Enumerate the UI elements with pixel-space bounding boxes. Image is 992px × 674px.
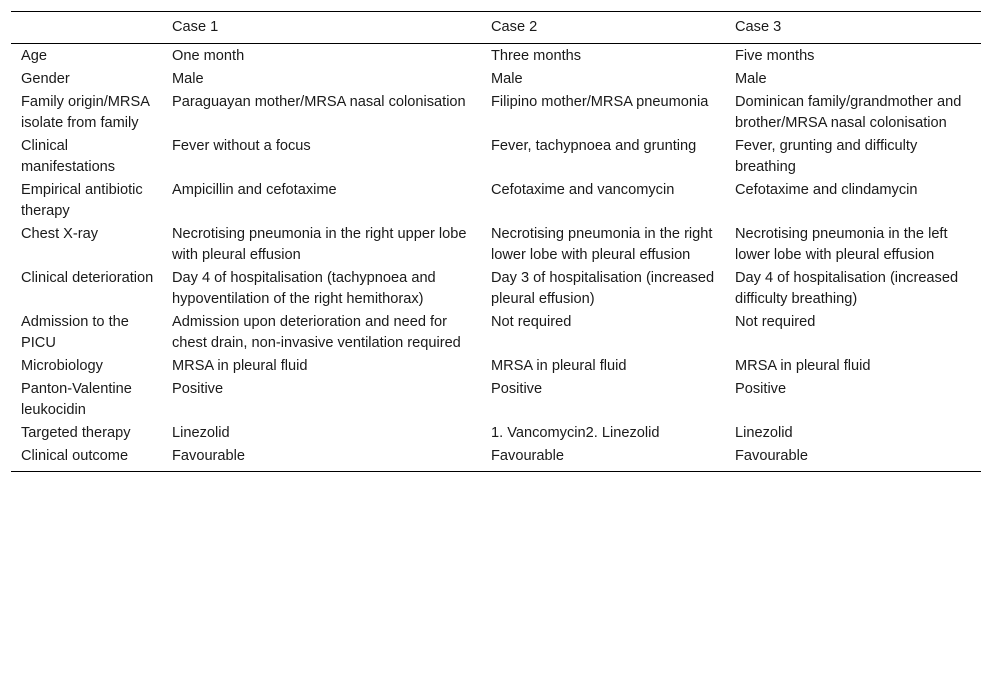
row-label: Family origin/MRSA isolate from family: [21, 94, 150, 131]
table-header: [11, 12, 981, 44]
header-cell-case-2: Case 2: [491, 19, 538, 35]
case-2-cell: MRSA in pleural fluid: [491, 358, 627, 374]
case-3-cell: Male: [735, 71, 767, 87]
row-label: Clinical manifestations: [21, 138, 116, 175]
case-3-cell: Favourable: [735, 448, 809, 464]
case-1-cell: Day 4 of hospitalisation (tachypnoea and hypoventilation of the right hemithorax): [172, 270, 436, 307]
case-2-cell: 1. Vancomycin2. Linezolid: [491, 425, 660, 441]
row-label: Targeted therapy: [21, 425, 131, 441]
row-label: Empirical antibiotic therapy: [21, 182, 143, 219]
header-cell-blank: [11, 12, 162, 44]
case-1-cell: MRSA in pleural fluid: [172, 358, 308, 374]
case-2-cell: Necrotising pneumonia in the right lower lobe with pleural effusion: [491, 226, 713, 263]
case-3-cell: Five months: [735, 48, 815, 64]
case-2-cell: Cefotaxime and vancomycin: [491, 182, 675, 198]
table-row: [11, 355, 981, 378]
header-cell-case-3: Case 3: [735, 19, 782, 35]
case-3-cell: Day 4 of hospitalisation (increased difficulty breathing): [735, 270, 959, 307]
case-2-cell: Fever, tachypnoea and grunting: [491, 138, 697, 154]
case-3-cell: Dominican family/grandmother and brother/MRSA nasal colonisation: [735, 94, 962, 131]
case-3-cell: Fever, grunting and difficulty breathing: [735, 138, 918, 175]
row-label: Clinical outcome: [21, 448, 129, 464]
table-row: [11, 422, 981, 445]
case-comparison-table: [11, 11, 981, 472]
row-label: Admission to the PICU: [21, 314, 129, 351]
case-2-cell: Filipino mother/MRSA pneumonia: [491, 94, 709, 110]
case-2-cell: Not required: [491, 314, 572, 330]
row-label: Chest X-ray: [21, 226, 99, 242]
row-label: Gender: [21, 71, 70, 87]
table-row: [11, 267, 981, 311]
row-label: Panton-Valentine leukocidin: [21, 381, 132, 418]
case-1-cell: Linezolid: [172, 425, 230, 441]
case-3-cell: MRSA in pleural fluid: [735, 358, 871, 374]
table-row: [11, 179, 981, 223]
case-1-cell: Male: [172, 71, 204, 87]
table-body: [11, 44, 981, 472]
case-1-cell: Paraguayan mother/MRSA nasal colonisation: [172, 94, 466, 110]
case-2-cell: Day 3 of hospitalisation (increased pleural effusion): [491, 270, 715, 307]
case-3-cell: Necrotising pneumonia in the left lower lobe with pleural effusion: [735, 226, 948, 263]
case-2-cell: Positive: [491, 381, 543, 397]
case-1-cell: Fever without a focus: [172, 138, 311, 154]
table-row: [11, 378, 981, 422]
case-3-cell: Cefotaxime and clindamycin: [735, 182, 918, 198]
table-row: [11, 223, 981, 267]
case-2-cell: Male: [491, 71, 523, 87]
case-1-cell: Necrotising pneumonia in the right upper lobe with pleural effusion: [172, 226, 467, 263]
row-label: Microbiology: [21, 358, 103, 374]
table-row: [11, 44, 981, 69]
case-3-cell: Not required: [735, 314, 816, 330]
header-cell-case-1: Case 1: [172, 19, 219, 35]
case-1-cell: One month: [172, 48, 245, 64]
case-1-cell: Positive: [172, 381, 224, 397]
row-label: Age: [21, 48, 47, 64]
case-3-cell: Linezolid: [735, 425, 793, 441]
case-3-cell: Positive: [735, 381, 787, 397]
header-row: [11, 12, 981, 44]
case-2-cell: Three months: [491, 48, 582, 64]
case-1-cell: Favourable: [172, 448, 246, 464]
case-1-cell: Admission upon deterioration and need for chest drain, non-invasive ventilation required: [172, 314, 461, 351]
table-row: [11, 91, 981, 135]
table-row: [11, 68, 981, 91]
row-label: Clinical deterioration: [21, 270, 154, 286]
case-2-cell: Favourable: [491, 448, 565, 464]
table-row: [11, 311, 981, 355]
table-row: [11, 135, 981, 179]
table-row: [11, 445, 981, 472]
case-1-cell: Ampicillin and cefotaxime: [172, 182, 337, 198]
